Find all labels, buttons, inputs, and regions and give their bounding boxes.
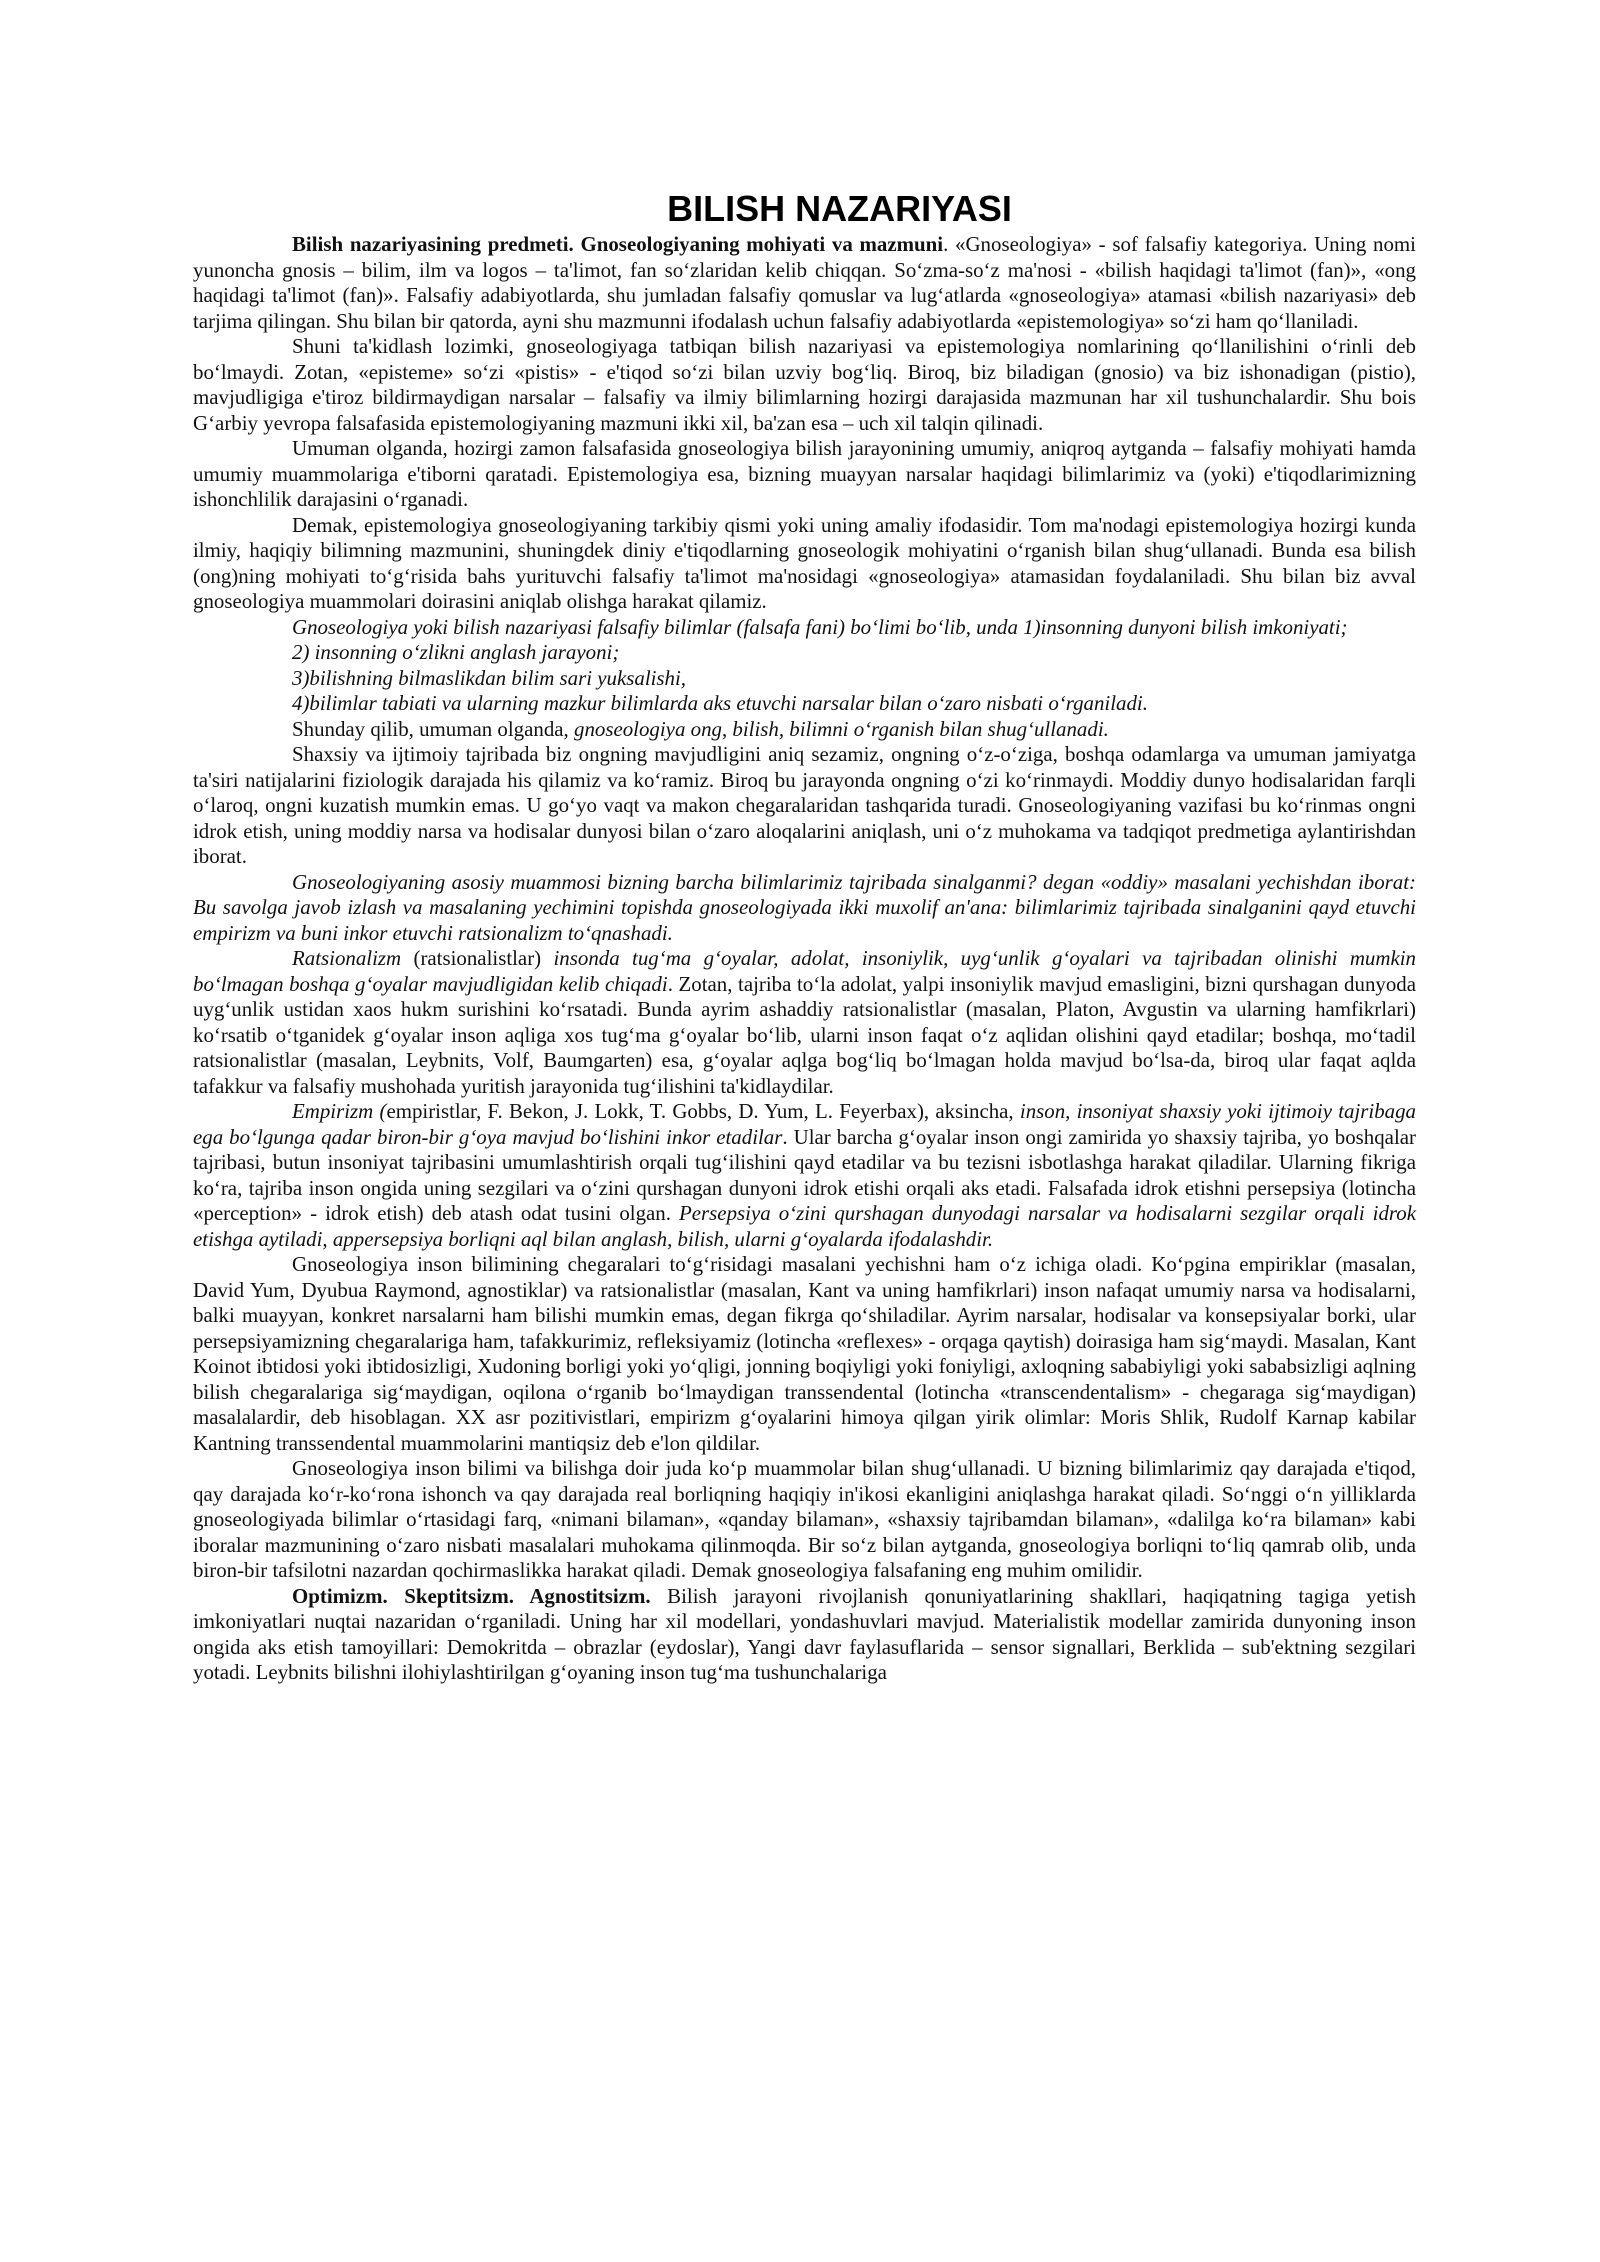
paragraph-summary-text: Shunday qilib, umuman olganda,: [292, 716, 574, 741]
text-run-italic: appersepsiya borliqni aql bilan anglash, bilish, ularni g‘oyalarda ifodalashdir.: [332, 1226, 994, 1251]
paragraph-4: Demak, epistemologiya gnoseologiyaning tarkibiy qismi yoki uning amaliy ifodasidir. Tom ma'nodagi epistemologiya hozirgi kunda ilmiy, haqiqiy bilimning mazmunini, shuningdek diniy e'tiqodlarning gnoseologik mohiyatini o‘rganish bilan shug‘ullanadi. Bunda esa bilish (ong)ning mohiyati to‘g‘risida bahs yurituvchi falsafiy ta'limot ma'nosidagi «gnoseologiya» atamasidan foydalaniladi. Shu bilan biz avval gnoseologiya muammolari doirasini aniqlab olishga harakat qilamiz.: [193, 512, 1416, 613]
paragraph-15: Gnoseologiya inson bilimi va bilishga doir juda ko‘p muammolar bilan shug‘ullanadi. U bizning bilimlarimiz qay darajada e'tiqod, qay darajada ko‘r-ko‘rona ishonch va qay darajada real borliqning haqiqiy in'ikosi ekanligini aniqlashga harakat qiladi. So‘nggi o‘n yilliklarda gnoseologiyada bilimlar o‘rtasidagi farq, «nimani bilaman», «qanday bilaman», «shaxsiy tajribamdan bilaman», «dalilga ko‘ra bilaman» kabi iboralar mazmunining o‘zaro nisbati masalalari muhokama qilinmoqda. Bir so‘z bilan aytganda, gnoseologiya borliqni to‘liq qamrab olib, unda biron-bir tafsilotni nazardan qochirmaslikka harakat qiladi. Demak gnoseologiya falsafaning eng muhim omilidir.: [193, 1456, 1416, 1582]
paragraph-rationalism: [193, 946, 1416, 1099]
list-item-2: 2) insonning o‘zlikni anglash jarayoni;: [292, 640, 620, 664]
text-run: (ratsionalistlar): [401, 946, 554, 970]
section-heading-optimism: Optimizm. Skeptitsizm. Agnostitsizm.: [292, 1583, 651, 1608]
text-run: ,: [322, 1226, 333, 1251]
document-page: [193, 188, 1416, 1686]
paragraph-empiricism: [193, 1099, 1416, 1252]
text-run-italic: insonda tug‘ma g‘oyalar, adolat, insoniylik, uyg‘unlik g‘oyalari va tajribadan olinishi mumkin bo‘lmagan boshqa g‘oyalar mavjudligidan kelib chiqadi: [193, 946, 1416, 996]
list-item-3: 3)bilishning bilmaslikdan bilim sari yuksalishi,: [292, 665, 687, 690]
text-run: . Ular barcha g‘oyalar inson ongi zamirida yo shaxsiy tajriba, yo boshqalar tajribasi, butun insoniyat tajribasini umumlashtirish orqali tug‘ilishini qayd etadilar va bu tezisni isbotlashga harakat qiladilar. Ularning fikriga ko‘ra, tajriba inson ongida uning sezgilari va o‘zini qurshagan dunyoni idrok etishi orqali aks etadi. Falsafada idrok etishni persepsiya (lotincha «perception» - idrok etish) deb atash odat tusini olgan.: [193, 1124, 1416, 1225]
text-run-italic: inson, insoniyat shaxsiy yoki ijtimoiy tajribaga ega bo‘lgunga qadar biron-bir g‘oya mavjud bo‘lishini inkor etadilar: [193, 1099, 1416, 1149]
paragraph-11: Gnoseologiyaning asosiy muammosi bizning barcha bilimlarimiz tajribada sinalganmi? degan «oddiy» masalani yechishdan iborat: Bu savolga javob izlash va masalaning yechimini topishda gnoseologiyada ikki muxolif an'ana: bilimlarimiz tajribada sinalganini qayd etuvchi empirizm va buni inkor etuvchi ratsionalizm to‘qnashadi.: [193, 869, 1416, 945]
text-run: empiristlar, F. Bekon, J. Lokk, T. Gobbs, D. Yum, L. Feyerbax), aksincha,: [386, 1099, 1020, 1123]
text-run: . Zotan, tajriba to‘la adolat, yalpi insoniylik mavjud emasligini, bizni qurshagan dunyoda uyg‘unlik ustidan xaos hukm surishini ko‘rsatadi. Bunda ayrim ashaddiy ratsionalistlar (masalan, Platon, Avgustin va ularning hamfikrlari) ko‘rsatib o‘tganidek g‘oyalar inson aqliga xos tug‘ma g‘oyalar bo‘lib, ularni inson faqat o‘z aqlidan olishini qayd etadilar; boshqa, mo‘tadil ratsionalistlar (masalan, Leybnits, Volf, Baumgarten) esa, g‘oyalar aqlga bog‘liq bo‘lmagan holda mavjud bo‘lsa-da, biroq ular faqat aqlda tafakkur va falsafiy mushohada yuritish jarayonida tug‘ilishini ta'kidlaydilar.: [193, 971, 1416, 1098]
paragraph-optimism-text: Bilish jarayoni rivojlanish qonuniyatlarining shakllari, haqiqatning tagiga yetish imkoniyatlari nuqtai nazaridan o‘rganiladi. Uning har xil modellari, yondashuvlari mavjud. Materialistik modellar zamirida dunyoning inson ongida aks etish tamoyillari: Demokritda – obrazlar (eydoslar), Yangi davr faylasuflarida – sensor signallari, Berklida – sub'ektning sezgilari yotadi. Leybnits bilishni ilohiylashtirilgan g‘oyaning inson tug‘ma tushunchalariga: [193, 1583, 1416, 1684]
term-ratsionalizm: Ratsionalizm: [292, 946, 402, 970]
paragraph-summary-italic: gnoseologiya ong, bilish, bilimni o‘rganish bilan shug‘ullanadi.: [574, 716, 1109, 741]
paragraph-2: Shuni ta'kidlash lozimki, gnoseologiyaga tatbiqan bilish nazariyasi va epistemologiya nomlarining qo‘llanilishini o‘rinli deb bo‘lmaydi. Zotan, «episteme» so‘zi «pistis» - e'tiqod so‘zi bilan uzviy bog‘liq. Biroq, biz biladigan (gnosio) va biz ishonadigan (pistio), mavjudligiga e'tiroz bildirmaydigan narsalar – falsafiy va ilmiy bilimlarning hozirgi darajasida mazmunan har xil tushunchalardir. Shu bois G‘arbiy yevropa falsafasida epistemologiyaning mazmuni ikki xil, ba'zan esa – uch xil talqin qilinadi.: [193, 334, 1416, 435]
list-item-4: 4)bilimlar tabiati va ularning mazkur bilimlarda aks etuvchi narsalar bilan o‘zaro nisbati o‘rganiladi.: [292, 691, 1148, 715]
section-heading-subject: Bilish nazariyasining predmeti. Gnoseologiyaning mohiyati va mazmuni: [292, 232, 944, 256]
paragraph-1-text: . «Gnoseologiya» - sof falsafiy kategoriya. Uning nomi yunoncha gnosis – bilim, ilm va logos – ta'limot, fan so‘zlaridan kelib chiqqan. So‘zma-so‘z ma'nosi - «bilish haqidagi ta'limot (fan)», «ong haqidagi ta'limot (fan)». Falsafiy adabiyotlarda, shu jumladan falsafiy qomuslar va lug‘atlarda «gnoseologiya» atamasi «bilish nazariyasi» deb tarjima qilingan. Shu bilan bir qatorda, ayni shu mazmunni ifodalash uchun falsafiy adabiyotlarda «epistemologiya» so‘zi ham qo‘llaniladi.: [193, 232, 1416, 333]
document-title: BILISH NAZARIYASI: [667, 188, 1012, 229]
paragraph-1: [193, 232, 1416, 334]
paragraph-summary: [193, 717, 1416, 743]
term-empirizm: Empirizm (: [292, 1099, 387, 1123]
paragraph-14: Gnoseologiya inson bilimining chegaralari to‘g‘risidagi masalani yechishni ham o‘z ichiga oladi. Ko‘pgina empiriklar (masalan, David Yum, Dyubua Raymond, agnostiklar) va ratsionalistlar (masalan, Kant va uning hamfikrlari) inson nafaqat umumiy narsa va hodisalarni, balki muayyan, konkret narsalarni ham bilishi mumkin emas, degan fikrga qo‘shiladilar. Ayrim narsalar, hodisalar va konsepsiyalar borki, ular persepsiyamizning chegaralariga ham, tafakkurimiz, refleksiyamiz (lotincha «reflexes» - orqaga qaytish) doirasiga ham sig‘maydi. Masalan, Kant Koinot ibtidosi yoki ibtidosizligi, Xudoning borligi yoki yo‘qligi, jonning boqiyligi yoki foniyligi, axloqning sababiyligi yoki sababsizligi aqlning bilish chegaralariga sig‘maydigan, oqilona o‘rganib bo‘lmaydigan transsendental (lotincha «transcendentalism» - chegaraga sig‘maydigan) masalalardir, deb hisoblagan. XX asr pozitivistlari, empirizm g‘oyalarini himoya qilgan yirik olimlar: Moris Shlik, Rudolf Karnap kabilar Kantning transsendental muammolarini mantiqsiz deb e'lon qildilar.: [193, 1252, 1416, 1455]
text-run-italic: Persepsiya o‘zini qurshagan dunyodagi narsalar va hodisalarni sezgilar orqali idrok etishga aytiladi: [193, 1201, 1416, 1251]
paragraph-10: Shaxsiy va ijtimoiy tajribada biz ongning mavjudligini aniq sezamiz, ongning o‘z-o‘ziga, boshqa odamlarga va umuman jamiyatga ta'siri natijalarini fiziologik darajada his qilamiz va ko‘ramiz. Biroq bu jarayonda ongning o‘zi ko‘rinmaydi. Moddiy dunyo hodisalaridan farqli o‘laroq, ongni kuzatish mumkin emas. U go‘yo vaqt va makon chegaralaridan tashqarida turadi. Gnoseologiyaning vazifasi bu ko‘rinmas ongni idrok etish, uning moddiy narsa va hodisalar dunyosi bilan o‘zaro aloqalarini aniqlash, uni o‘z muhokama va tadqiqot predmetiga aylantirishdan iborat.: [193, 742, 1416, 868]
paragraph-optimism: [193, 1584, 1416, 1686]
paragraph-5: Gnoseologiya yoki bilish nazariyasi falsafiy bilimlar (falsafa fani) bo‘limi bo‘lib, unda 1)insonning dunyoni bilish imkoniyati;: [292, 614, 1348, 639]
paragraph-3: Umuman olganda, hozirgi zamon falsafasida gnoseologiya bilish jarayonining umumiy, aniqroq aytganda – falsafiy mohiyati hamda umumiy muammolariga e'tiborni qaratadi. Epistemologiya esa, bizning muayyan narsalar haqidagi bilimlarimiz va (yoki) e'tiqodlarimizning ishonchlilik darajasini o‘rganadi.: [193, 436, 1416, 511]
